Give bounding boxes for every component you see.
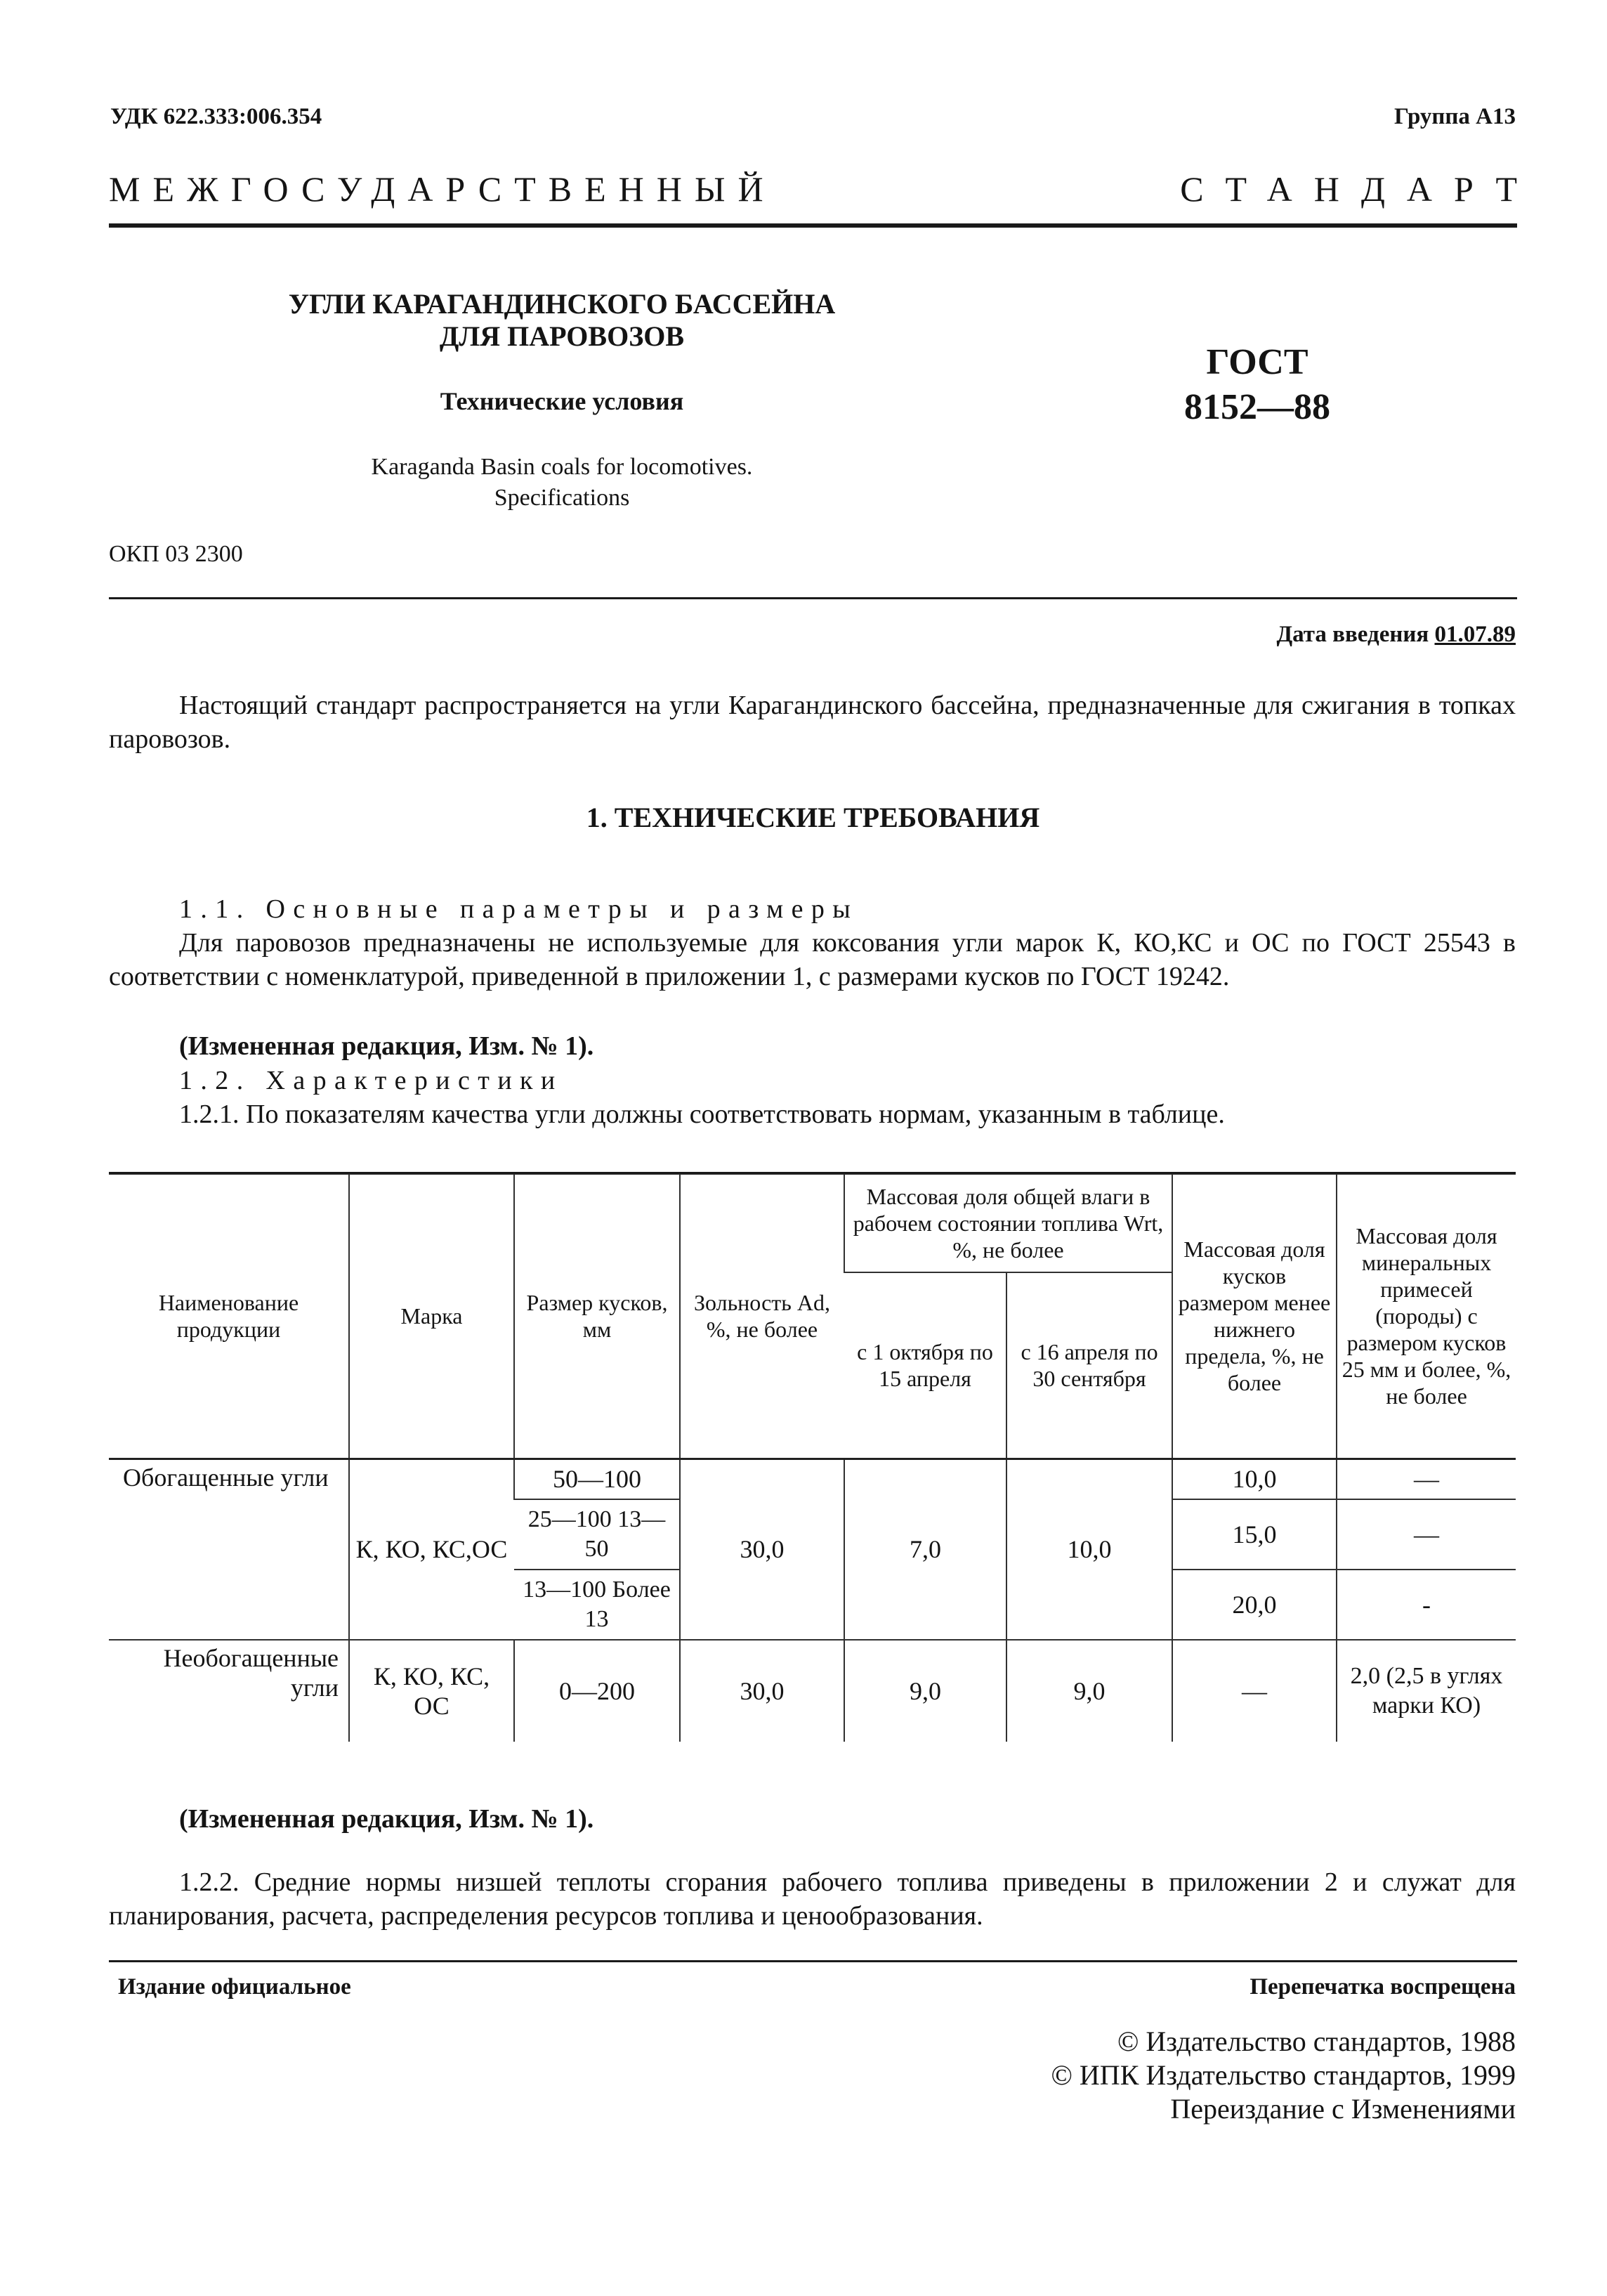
- enriched-size-2: 25—100 13—50: [514, 1499, 680, 1570]
- table-row: [109, 1459, 1516, 1499]
- standard-banner: [109, 169, 1539, 209]
- header-mineral: Массовая доля минеральных примесей (породы) с размером кусков 25 мм и более, %, не более: [1337, 1174, 1516, 1459]
- table-top-rule: [109, 1172, 1516, 1174]
- footer-rule: [109, 1960, 1517, 1962]
- document-subtitle: Технические условия: [440, 387, 684, 415]
- enriched-mineral-1: —: [1337, 1459, 1516, 1499]
- udk-code: УДК 622.333:006.354: [110, 104, 322, 129]
- banner-word-interstate: МЕЖГОСУДАРСТВЕННЫЙ: [109, 169, 776, 209]
- copyright-line-1: © Издательство стандартов, 1988: [1117, 2026, 1516, 2057]
- header-ash: Зольность Ad, %, не более: [680, 1174, 844, 1459]
- enriched-moisture-summer: 10,0: [1006, 1459, 1172, 1640]
- header-undersize: Массовая доля кусков размером менее нижнего предела, %, не более: [1172, 1174, 1337, 1459]
- enriched-brand: К, КО, КС,ОС: [349, 1459, 514, 1640]
- header-rule: [109, 223, 1517, 228]
- header-name: Наименование продукции: [109, 1174, 349, 1459]
- header-moisture-summer: с 16 апреля по 30 сентября: [1006, 1272, 1172, 1459]
- clause-1-1-heading: 1.1. Основные параметры и размеры: [179, 894, 859, 924]
- clause-1-2-2-text: 1.2.2. Средние нормы низшей теплоты сгорания рабочего топлива приведены в приложении 2 и служат для планирования, расчета, распределения ресурсов топлива и ценообразования.: [109, 1867, 1516, 1931]
- unenriched-size: 0—200: [514, 1640, 680, 1742]
- section-1-title: 1. ТЕХНИЧЕСКИЕ ТРЕБОВАНИЯ: [586, 802, 1040, 833]
- date-value: 01.07.89: [1434, 622, 1516, 647]
- title-rule: [109, 597, 1517, 599]
- english-title-line-1: Karaganda Basin coals for locomotives.: [371, 454, 753, 480]
- copyright-line-2: © ИПК Издательство стандартов, 1999: [1051, 2059, 1516, 2091]
- unenriched-brand: К, КО, КС, ОС: [349, 1640, 514, 1742]
- clause-1-2-heading: 1.2. Характеристики: [179, 1066, 563, 1095]
- unenriched-moisture-winter: 9,0: [844, 1640, 1006, 1742]
- enriched-moisture-winter: 7,0: [844, 1459, 1006, 1640]
- gost-label: ГОСТ: [1206, 342, 1308, 382]
- document-title: [211, 288, 913, 353]
- english-title: [211, 452, 913, 514]
- enriched-mineral-2: —: [1337, 1499, 1516, 1570]
- clause-1-1-text: Для паровозов предназначены не используемые для коксования угли марок К, КО,КС и ОС по ГОСТ 25543 в соответствии с номенклатурой, приведенной в приложении 1, с размерами кусков по ГОСТ 19242.: [109, 928, 1516, 991]
- reissue-line: Переиздание с Изменениями: [1170, 2093, 1516, 2125]
- enriched-name: Обогащенные угли: [109, 1459, 349, 1640]
- okp-code: ОКП 03 2300: [109, 541, 243, 567]
- banner-word-standard: СТАНДАРТ: [1180, 169, 1539, 209]
- enriched-size-3: 13—100 Более 13: [514, 1570, 680, 1640]
- unenriched-ash: 30,0: [680, 1640, 844, 1742]
- group-code: Группа А13: [1394, 104, 1516, 129]
- enriched-size-1: 50—100: [514, 1459, 680, 1499]
- enriched-mineral-3: -: [1337, 1570, 1516, 1640]
- change-note-1: (Измененная редакция, Изм. № 1).: [179, 1031, 594, 1061]
- english-title-line-2: Specifications: [494, 485, 630, 511]
- unenriched-moisture-summer: 9,0: [1006, 1640, 1172, 1742]
- header-moisture-group: Массовая доля общей влаги в рабочем состоянии топлива Wrt, %, не более: [844, 1174, 1172, 1272]
- reprint-prohibited: Перепечатка воспрещена: [1249, 1974, 1516, 2000]
- unenriched-name: Необогащенные угли: [109, 1640, 349, 1742]
- date-label: Дата введения: [1276, 622, 1429, 647]
- header-moisture-winter: с 1 октября по 15 апреля: [844, 1272, 1006, 1459]
- copyright-block: [1051, 2025, 1516, 2126]
- unenriched-mineral: 2,0 (2,5 в углях марки КО): [1337, 1640, 1516, 1742]
- gost-designation: [1117, 340, 1398, 430]
- header-brand: Марка: [349, 1174, 514, 1459]
- official-edition: Издание официальное: [118, 1974, 351, 2000]
- enriched-ash: 30,0: [680, 1459, 844, 1640]
- enriched-undersize-1: 10,0: [1172, 1459, 1337, 1499]
- enriched-undersize-2: 15,0: [1172, 1499, 1337, 1570]
- unenriched-undersize: —: [1172, 1640, 1337, 1742]
- quality-norms-table: [109, 1173, 1516, 1742]
- change-note-2: (Измененная редакция, Изм. № 1).: [179, 1804, 594, 1834]
- intro-paragraph: Настоящий стандарт распространяется на угли Карагандинского бассейна, предназначенные для сжигания в топках паровозов.: [109, 691, 1516, 754]
- header-size: Размер кусков, мм: [514, 1174, 680, 1459]
- enriched-undersize-3: 20,0: [1172, 1570, 1337, 1640]
- introduction-date: [1276, 622, 1516, 648]
- table-row: [109, 1640, 1516, 1742]
- title-line-1: УГЛИ КАРАГАНДИНСКОГО БАССЕЙНА: [288, 288, 836, 320]
- clause-1-2-1-text: 1.2.1. По показателям качества угли должны соответствовать нормам, указанным в таблице.: [179, 1100, 1225, 1129]
- title-line-2: ДЛЯ ПАРОВОЗОВ: [439, 320, 685, 352]
- gost-number: 8152—88: [1184, 387, 1330, 427]
